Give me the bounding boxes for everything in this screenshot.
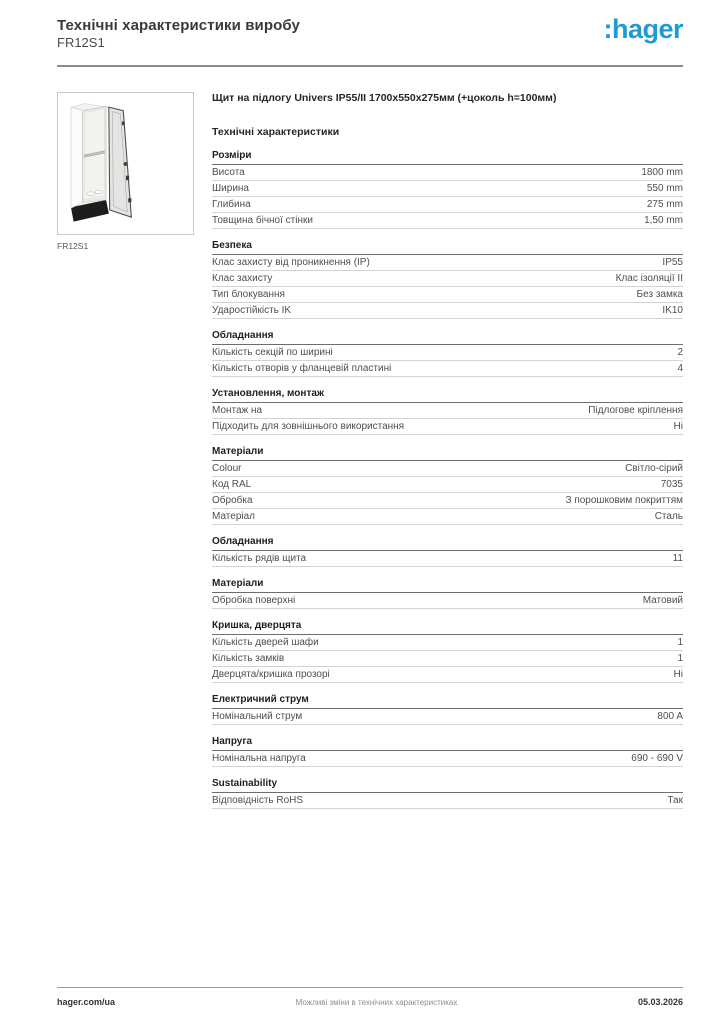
spec-value: 7035 — [660, 479, 683, 490]
spec-value: 1800 mm — [641, 167, 683, 178]
spec-value: 2 — [677, 347, 683, 358]
hager-logo: :hager — [603, 14, 683, 44]
product-name: Щит на підлогу Univers IP55/II 1700x550x275мм (+цоколь h=100мм) — [212, 92, 557, 104]
spec-value: 550 mm — [646, 183, 683, 194]
spec-value: 1 — [677, 637, 683, 648]
spec-row — [212, 751, 683, 767]
spec-label: Висота — [212, 167, 245, 178]
spec-value: 11 — [672, 553, 683, 564]
spec-section-title: Обладнання — [212, 536, 683, 551]
spec-label: Кількість замків — [212, 653, 285, 664]
spec-label: Обробка — [212, 495, 253, 506]
page-title: Технічні характеристики виробу — [57, 17, 300, 34]
spec-sections — [212, 150, 683, 809]
spec-section — [212, 620, 683, 683]
spec-row — [212, 197, 683, 213]
spec-row — [212, 593, 683, 609]
spec-label: Кількість рядів щита — [212, 553, 307, 564]
spec-section-title: Безпека — [212, 240, 683, 255]
spec-label: Матеріал — [212, 511, 255, 522]
spec-section — [212, 330, 683, 377]
spec-row — [212, 165, 683, 181]
spec-row — [212, 551, 683, 567]
spec-section-title: Установлення, монтаж — [212, 388, 683, 403]
spec-row — [212, 709, 683, 725]
spec-section-title: Напруга — [212, 736, 683, 751]
image-caption: FR12S1 — [57, 241, 89, 251]
spec-value: 275 mm — [646, 199, 683, 210]
spec-row — [212, 461, 683, 477]
spec-section-title: Обладнання — [212, 330, 683, 345]
spec-row — [212, 213, 683, 229]
spec-label: Кількість отворів у фланцевій пластині — [212, 363, 392, 374]
spec-row — [212, 419, 683, 435]
spec-row — [212, 181, 683, 197]
spec-row — [212, 345, 683, 361]
spec-label: Монтаж на — [212, 405, 263, 416]
spec-value: IP55 — [662, 257, 683, 268]
spec-row — [212, 509, 683, 525]
spec-section — [212, 388, 683, 435]
spec-value: IK10 — [662, 305, 683, 316]
spec-label: Ширина — [212, 183, 249, 194]
spec-value: Без замка — [636, 289, 683, 300]
spec-label: Дверцята/кришка прозорі — [212, 669, 330, 680]
spec-label: Товщина бічної стінки — [212, 215, 313, 226]
document-footer — [57, 987, 683, 1007]
spec-value: З порошковим покриттям — [565, 495, 683, 506]
spec-value: Ні — [673, 669, 683, 680]
spec-label: Кількість дверей шафи — [212, 637, 319, 648]
spec-row — [212, 303, 683, 319]
spec-section — [212, 578, 683, 609]
spec-label: Клас захисту від проникнення (IP) — [212, 257, 370, 268]
spec-row — [212, 271, 683, 287]
spec-row — [212, 667, 683, 683]
spec-value: 800 A — [657, 711, 683, 722]
spec-label: Кількість секцій по ширині — [212, 347, 333, 358]
spec-label: Обробка поверхні — [212, 595, 296, 606]
spec-section — [212, 240, 683, 319]
spec-label: Номінальна напруга — [212, 753, 306, 764]
spec-section-title: Розміри — [212, 150, 683, 165]
spec-label: Номінальний струм — [212, 711, 303, 722]
spec-value: Ні — [673, 421, 683, 432]
spec-section — [212, 778, 683, 809]
footer-date: 05.03.2026 — [637, 997, 683, 1007]
spec-value: 1,50 mm — [644, 215, 683, 226]
spec-section — [212, 736, 683, 767]
spec-value: Сталь — [654, 511, 683, 522]
spec-value: 4 — [677, 363, 683, 374]
spec-value: Клас ізоляції II — [615, 273, 683, 284]
spec-row — [212, 493, 683, 509]
spec-section-title: Sustainability — [212, 778, 683, 793]
spec-section-title: Електричний струм — [212, 694, 683, 709]
spec-label: Ударостійкість IK — [212, 305, 292, 316]
image-column — [57, 92, 194, 809]
spec-row — [212, 403, 683, 419]
header-divider — [57, 65, 683, 67]
spec-row — [212, 477, 683, 493]
spec-section — [212, 536, 683, 567]
spec-value: 1 — [677, 653, 683, 664]
spec-label: Colour — [212, 463, 242, 474]
spec-label: Клас захисту — [212, 273, 273, 284]
tech-characteristics-heading: Технічні характеристики — [212, 126, 340, 138]
spec-label: Код RAL — [212, 479, 252, 490]
spec-section — [212, 446, 683, 525]
spec-label: Підходить для зовнішнього використання — [212, 421, 405, 432]
spec-label: Відповідність RoHS — [212, 795, 304, 806]
document-header — [57, 0, 683, 67]
spec-section — [212, 150, 683, 229]
spec-section-title: Матеріали — [212, 578, 683, 593]
spec-row — [212, 287, 683, 303]
spec-value: Так — [667, 795, 683, 806]
spec-value: Світло-сірий — [625, 463, 683, 474]
spec-row — [212, 793, 683, 809]
footer-website: hager.com/ua — [57, 997, 116, 1007]
spec-column — [212, 92, 683, 809]
spec-row — [212, 255, 683, 271]
spec-value: 690 - 690 V — [631, 753, 683, 764]
spec-row — [212, 635, 683, 651]
footer-disclaimer: Можливі зміни в технічних характеристиках — [295, 998, 458, 1007]
spec-row — [212, 361, 683, 377]
product-reference: FR12S1 — [57, 35, 105, 50]
spec-section-title: Матеріали — [212, 446, 683, 461]
spec-section — [212, 694, 683, 725]
spec-label: Глибина — [212, 199, 251, 210]
spec-section-title: Кришка, дверцята — [212, 620, 683, 635]
main-area — [57, 67, 683, 809]
spec-label: Тип блокування — [212, 289, 285, 300]
enclosure-illustration-icon — [62, 99, 189, 228]
product-image — [57, 92, 194, 235]
spec-value: Матовий — [642, 595, 683, 606]
spec-row — [212, 651, 683, 667]
spec-value: Підлогове кріплення — [588, 405, 683, 416]
